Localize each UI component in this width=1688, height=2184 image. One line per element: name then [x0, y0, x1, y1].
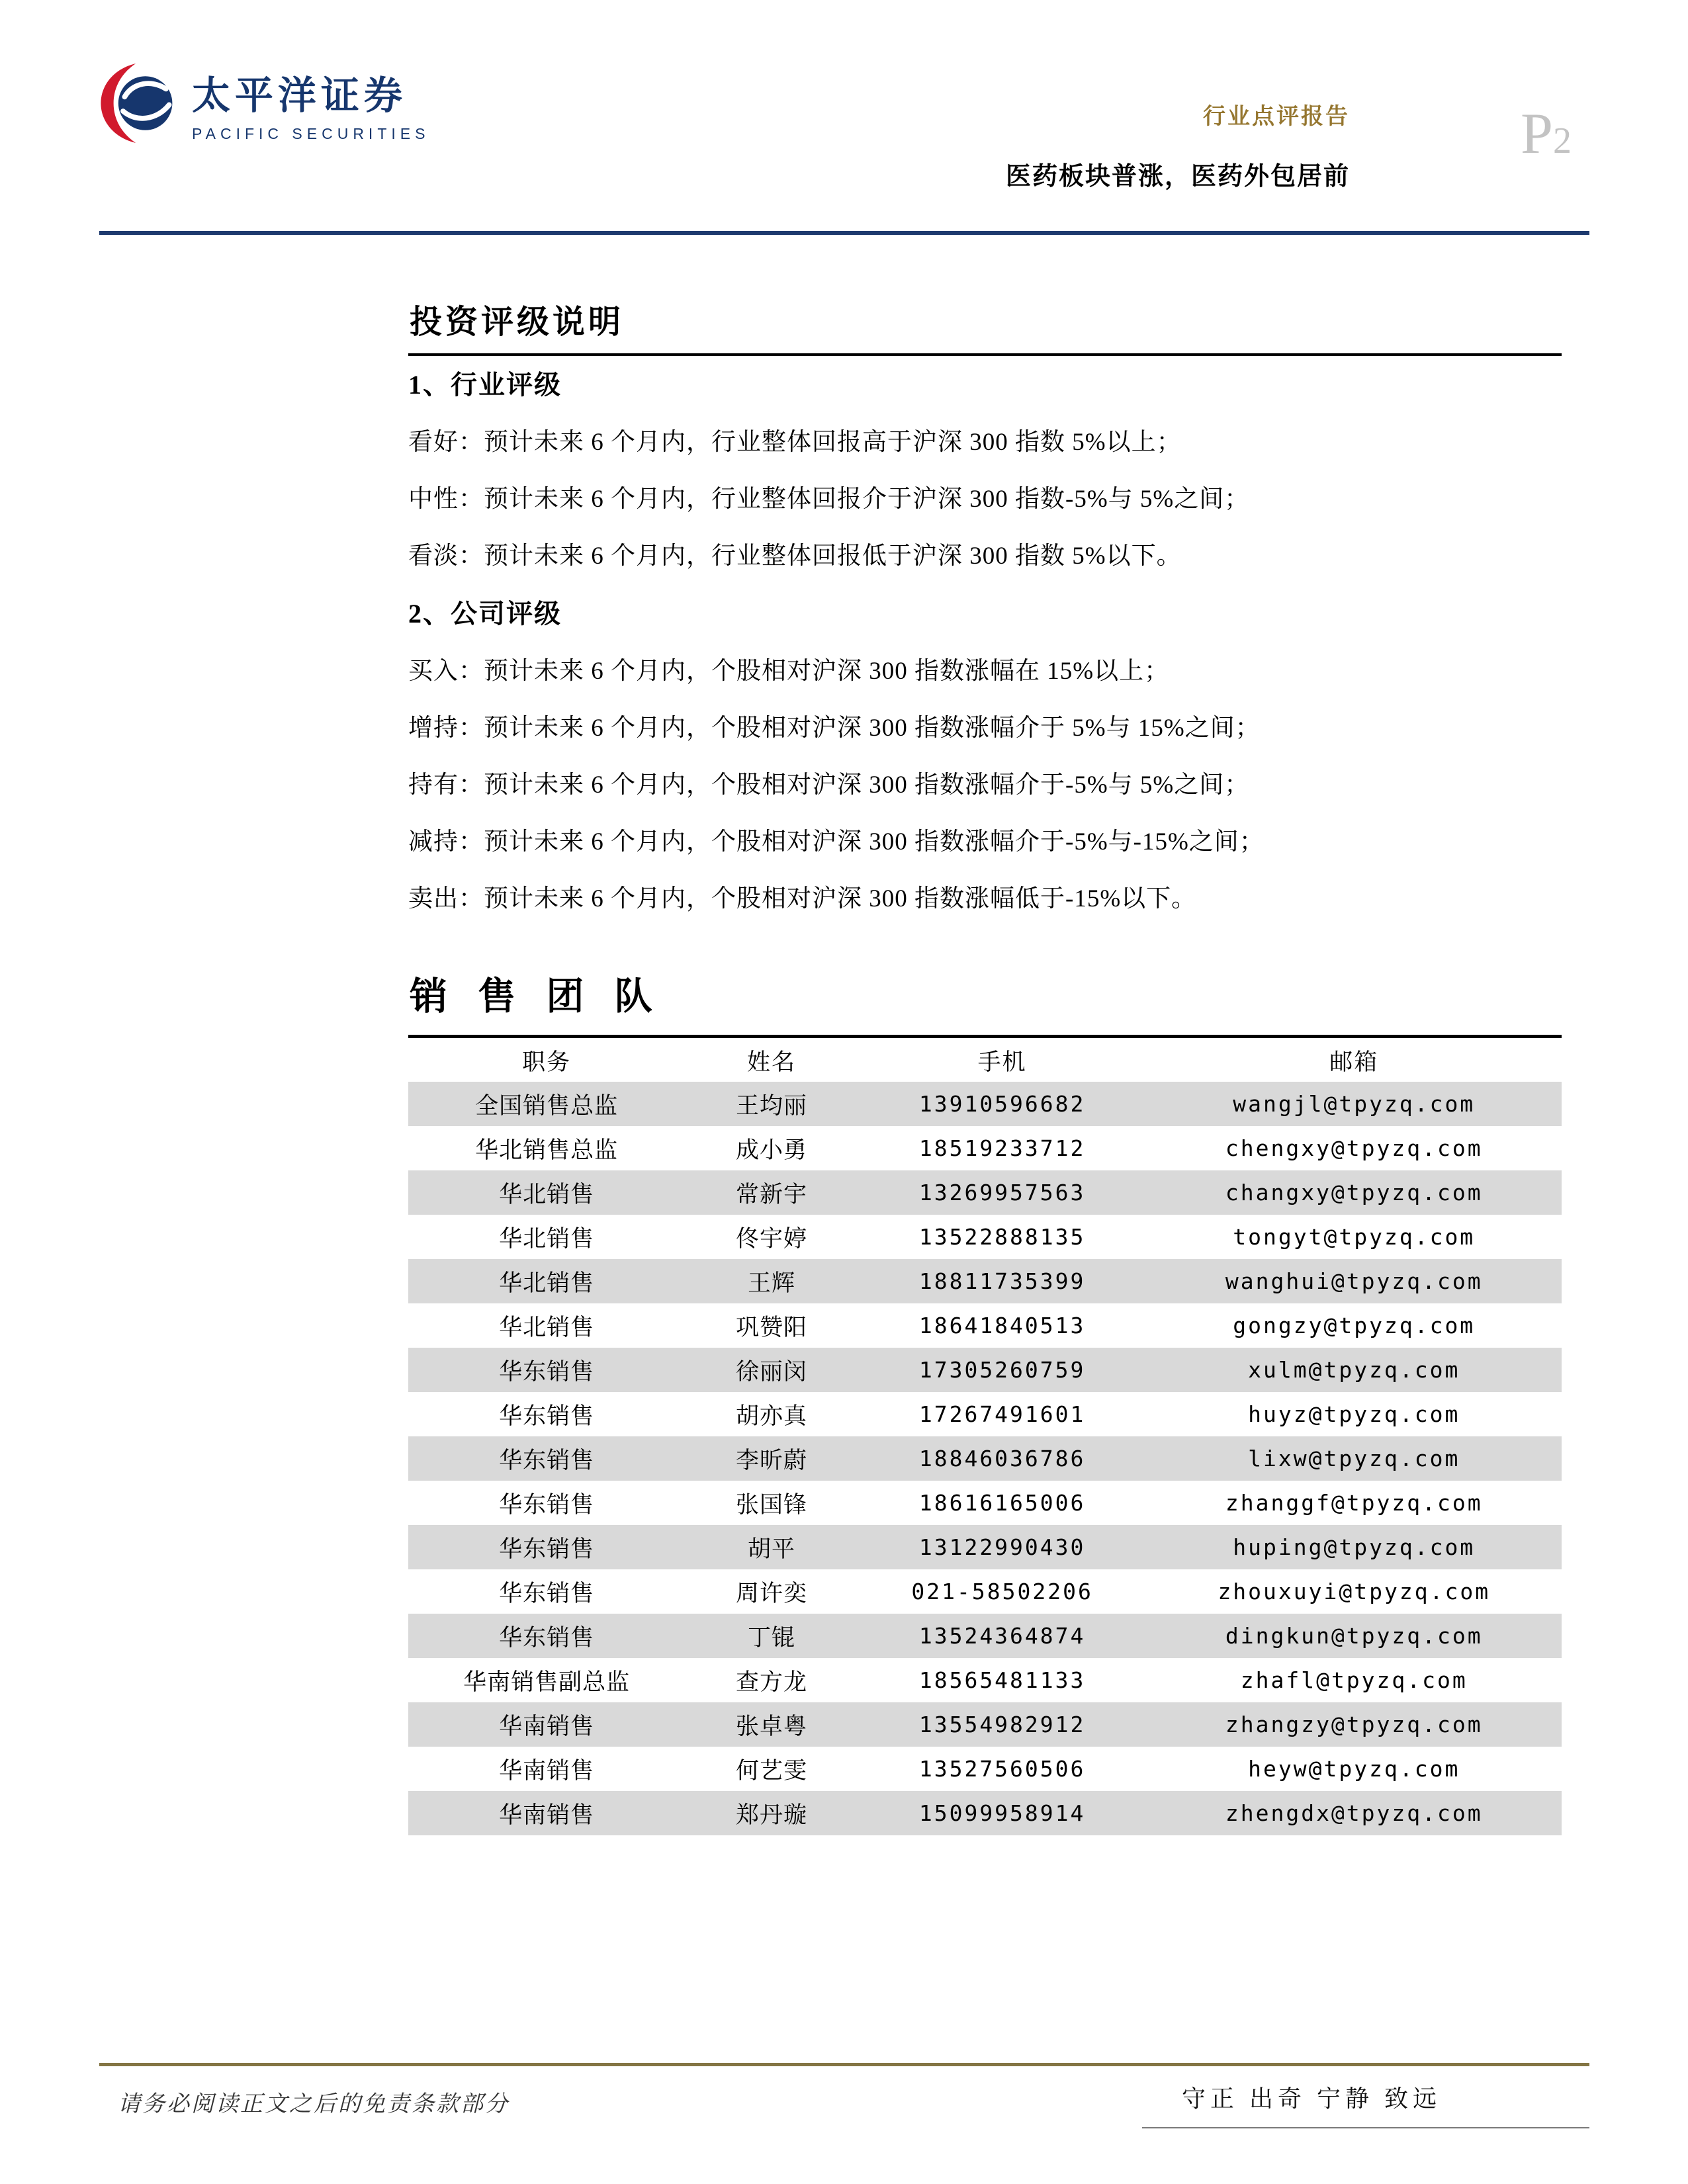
phone-cell: 18565481133 [918, 1667, 1086, 1693]
col-header-email: 邮箱 [1329, 1049, 1379, 1075]
phone-cell: 13527560506 [918, 1756, 1086, 1782]
footer-motto: 守正 出奇 宁静 致远 [1182, 2085, 1442, 2112]
position-cell: 华东销售 [499, 1624, 595, 1651]
email-cell: gongzy@tpyzq.com [1233, 1313, 1476, 1338]
position-cell: 华南销售副总监 [463, 1669, 631, 1695]
name-cell: 王辉 [748, 1270, 796, 1296]
position-cell: 华东销售 [499, 1403, 595, 1429]
sales-table-row [408, 1348, 1562, 1392]
position-cell: 华北销售 [499, 1225, 595, 1252]
sales-table-row [408, 1303, 1562, 1348]
email-cell: xulm@tpyzq.com [1248, 1357, 1460, 1383]
sales-team-table [408, 1039, 1562, 1835]
sales-table-row [408, 1082, 1562, 1126]
sales-table-row [408, 1259, 1562, 1303]
phone-cell: 021-58502206 [911, 1579, 1093, 1604]
sales-table-header-row [408, 1039, 1562, 1082]
phone-cell: 18641840513 [918, 1313, 1086, 1338]
page-number-label: P [1521, 102, 1553, 166]
company-rating-line: 买入：预计未来 6 个月内，个股相对沪深 300 指数涨幅在 15%以上； [408, 658, 1170, 685]
header-report-info [1006, 98, 1350, 192]
sales-table-row [408, 1702, 1562, 1747]
email-cell: zhafl@tpyzq.com [1240, 1667, 1468, 1693]
rating-section [408, 296, 1562, 928]
phone-cell: 13524364874 [918, 1623, 1086, 1649]
brand-name-cn: 太平洋证券 [192, 73, 408, 117]
phone-cell: 15099958914 [918, 1800, 1086, 1826]
sales-table-row [408, 1747, 1562, 1791]
sales-table-row [408, 1525, 1562, 1569]
name-cell: 成小勇 [736, 1137, 808, 1163]
phone-cell: 13522888135 [918, 1224, 1086, 1250]
header-divider [99, 231, 1589, 235]
position-cell: 华北销售 [499, 1181, 595, 1207]
company-rating-line: 增持：预计未来 6 个月内，个股相对沪深 300 指数涨幅介于 5%与 15%之间； [408, 715, 1261, 742]
name-cell: 胡平 [748, 1536, 796, 1562]
company-rating-line: 减持：预计未来 6 个月内，个股相对沪深 300 指数涨幅介于-5%与-15%之间； [408, 828, 1265, 855]
position-cell: 华北销售 [499, 1314, 595, 1340]
name-cell: 巩赞阳 [736, 1314, 808, 1340]
email-cell: wangjl@tpyzq.com [1233, 1091, 1476, 1117]
company-rating-heading: 2、公司评级 [408, 599, 562, 629]
position-cell: 华南销售 [499, 1757, 595, 1784]
col-header-name: 姓名 [747, 1049, 797, 1075]
position-cell: 华东销售 [499, 1447, 595, 1473]
position-cell: 华东销售 [499, 1491, 595, 1518]
page-number [1521, 101, 1572, 167]
position-cell: 华北销售总监 [475, 1137, 619, 1163]
name-cell: 常新宇 [736, 1181, 808, 1207]
phone-cell: 18519233712 [918, 1135, 1086, 1161]
email-cell: zhangzy@tpyzq.com [1225, 1712, 1483, 1737]
col-header-position: 职务 [522, 1049, 572, 1075]
email-cell: huping@tpyzq.com [1233, 1534, 1476, 1560]
industry-rating-line: 中性：预计未来 6 个月内，行业整体回报介于沪深 300 指数-5%与 5%之间； [408, 486, 1250, 513]
name-cell: 何艺雯 [736, 1757, 808, 1784]
name-cell: 丁锟 [748, 1624, 796, 1651]
name-cell: 徐丽闵 [736, 1358, 808, 1385]
phone-cell: 17305260759 [918, 1357, 1086, 1383]
sales-table-body [408, 1082, 1562, 1835]
phone-cell: 18616165006 [918, 1490, 1086, 1516]
brand-name-en: PACIFIC SECURITIES [192, 124, 430, 142]
page-content [408, 296, 1562, 1835]
name-cell: 周许奕 [736, 1580, 808, 1606]
email-cell: zhouxuyi@tpyzq.com [1218, 1579, 1491, 1604]
sales-table-row [408, 1126, 1562, 1170]
industry-rating-line: 看淡：预计未来 6 个月内，行业整体回报低于沪深 300 指数 5%以下。 [408, 543, 1182, 570]
phone-cell: 18811735399 [918, 1268, 1086, 1294]
email-cell: huyz@tpyzq.com [1248, 1401, 1460, 1427]
email-cell: zhanggf@tpyzq.com [1225, 1490, 1483, 1516]
phone-cell: 13122990430 [918, 1534, 1086, 1560]
email-cell: lixw@tpyzq.com [1248, 1446, 1460, 1471]
report-title: 医药板块普涨，医药外包居前 [1005, 163, 1350, 191]
industry-rating-heading: 1、行业评级 [408, 370, 562, 400]
position-cell: 华南销售 [499, 1802, 595, 1828]
email-cell: dingkun@tpyzq.com [1225, 1623, 1483, 1649]
footer-disclaimer: 请务必阅读正文之后的免责条款部分 [118, 2092, 510, 2117]
email-cell: tongyt@tpyzq.com [1233, 1224, 1476, 1250]
pacific-securities-logo-icon [99, 64, 179, 143]
phone-cell: 13554982912 [918, 1712, 1086, 1737]
sales-team-title: 销 售 团 队 [410, 976, 663, 1018]
company-rating-line: 卖出：预计未来 6 个月内，个股相对沪深 300 指数涨幅低于-15%以下。 [408, 885, 1197, 912]
company-rating-line: 持有：预计未来 6 个月内，个股相对沪深 300 指数涨幅介于-5%与 5%之间； [408, 771, 1250, 799]
rating-section-title: 投资评级说明 [410, 304, 625, 340]
position-cell: 华北销售 [499, 1270, 595, 1296]
industry-rating-line: 看好：预计未来 6 个月内，行业整体回报高于沪深 300 指数 5%以上； [408, 429, 1182, 456]
brand [99, 64, 429, 143]
email-cell: chengxy@tpyzq.com [1225, 1135, 1483, 1161]
phone-cell: 18846036786 [918, 1446, 1086, 1471]
email-cell: wanghui@tpyzq.com [1225, 1268, 1483, 1294]
name-cell: 查方龙 [736, 1669, 808, 1695]
name-cell: 李昕蔚 [736, 1447, 808, 1473]
sales-table-row [408, 1481, 1562, 1525]
position-cell: 华南销售 [499, 1713, 595, 1739]
phone-cell: 13269957563 [918, 1180, 1086, 1205]
brand-text [192, 64, 429, 143]
sales-table-row [408, 1170, 1562, 1215]
footer-motto-wrap [1142, 2074, 1589, 2128]
sales-team-section [408, 966, 1562, 1835]
phone-cell: 17267491601 [918, 1401, 1086, 1427]
name-cell: 郑丹璇 [736, 1802, 808, 1828]
position-cell: 华东销售 [499, 1358, 595, 1385]
page-number-value: 2 [1552, 120, 1572, 161]
phone-cell: 13910596682 [918, 1091, 1086, 1117]
name-cell: 王均丽 [736, 1092, 808, 1119]
position-cell: 华东销售 [499, 1580, 595, 1606]
sales-title-underline [408, 1035, 1562, 1038]
footer-divider [99, 2063, 1589, 2066]
email-cell: zhengdx@tpyzq.com [1225, 1800, 1483, 1826]
sales-table-row [408, 1392, 1562, 1436]
name-cell: 胡亦真 [736, 1403, 808, 1429]
sales-table-row [408, 1215, 1562, 1259]
position-cell: 华东销售 [499, 1536, 595, 1562]
name-cell: 佟宇婷 [736, 1225, 808, 1252]
sales-table-row [408, 1569, 1562, 1614]
col-header-phone: 手机 [977, 1049, 1027, 1075]
name-cell: 张国锋 [736, 1491, 808, 1518]
sales-table-row [408, 1791, 1562, 1835]
name-cell: 张卓粤 [736, 1713, 808, 1739]
email-cell: heyw@tpyzq.com [1248, 1756, 1460, 1782]
sales-table-row [408, 1658, 1562, 1702]
email-cell: changxy@tpyzq.com [1225, 1180, 1483, 1205]
sales-table-row [408, 1614, 1562, 1658]
sales-table-row [408, 1436, 1562, 1481]
position-cell: 全国销售总监 [475, 1092, 619, 1119]
report-type-label: 行业点评报告 [1203, 105, 1350, 129]
